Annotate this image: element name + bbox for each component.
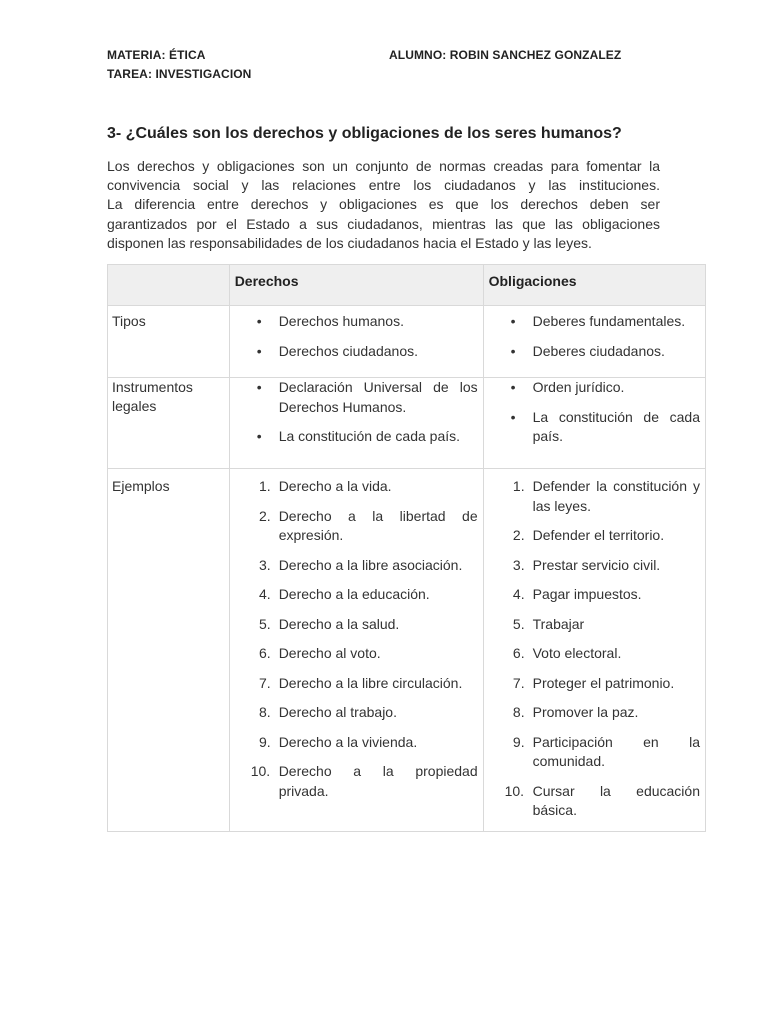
student-label: ALUMNO: ROBIN SANCHEZ GONZALEZ [389, 48, 622, 62]
list-text: Derecho a la libre circulación. [278, 674, 463, 691]
derechos-cell [229, 378, 483, 469]
list-item: • Derechos ciudadanos. [256, 342, 418, 359]
list-text: Trabajar [532, 615, 585, 632]
obligaciones-examples-list [484, 469, 705, 821]
derechos-cell [229, 306, 483, 378]
list-text: Defender el territorio. [532, 527, 665, 543]
list-text: Derecho al trabajo. [278, 704, 397, 720]
intro-paragraph [107, 157, 660, 253]
list-number: 6. [512, 645, 525, 661]
row-label: Ejemplos [112, 478, 170, 494]
list-item: • La constitución de cada país. [510, 408, 700, 444]
header-empty-cell [108, 265, 230, 306]
list-text: Prestar servicio civil. [532, 556, 661, 573]
list-item [230, 644, 483, 664]
list-text: Participación en la comunidad. [532, 733, 700, 769]
list-text: Cursar la educación básica. [532, 782, 700, 818]
list-item [230, 615, 483, 635]
table-row-instrumentos [108, 378, 706, 469]
list-item: • La constitución de cada país. [256, 428, 461, 444]
row-label: Tipos [112, 313, 146, 329]
list-text: Derecho a la propiedad privada. [278, 763, 478, 799]
list-text: Derecho a la educación. [278, 586, 430, 602]
list-item [484, 585, 705, 605]
list-number: 7. [259, 674, 271, 691]
list-text: Derecho al voto. [278, 645, 381, 661]
list-item [230, 585, 483, 605]
list-text: Defender la constitución y las leyes. [532, 478, 700, 514]
list-item [230, 762, 483, 801]
list-number: 8. [259, 704, 271, 720]
list-number: 4. [259, 586, 271, 602]
list-item [230, 507, 483, 546]
list-text: Derecho a la vida. [278, 478, 392, 494]
question-title: 3- ¿Cuáles son los derechos y obligaciones de los seres humanos? [107, 125, 622, 142]
list-item [484, 782, 705, 821]
list-item [230, 477, 483, 497]
list-number: 10. [504, 782, 525, 799]
list-number: 9. [512, 733, 525, 750]
row-label: Instrumentos legales [112, 379, 193, 414]
list-item [484, 477, 705, 516]
list-item: • Deberes fundamentales. [510, 313, 686, 329]
intro-line: disponen las responsabilidades de los ciudadanos hacia el Estado y las leyes. [107, 234, 592, 251]
list-text: Proteger el patrimonio. [532, 674, 675, 691]
list-number: 10. [250, 763, 271, 779]
list-number: 3. [512, 556, 525, 573]
list-number: 5. [512, 615, 525, 632]
table-header-row [108, 265, 706, 306]
list-number: 2. [512, 527, 525, 543]
list-item [484, 644, 705, 664]
subject-label: MATERIA: ÉTICA [107, 48, 206, 62]
header-obligaciones: Obligaciones [483, 265, 705, 306]
row-label-cell [108, 306, 230, 378]
list-item: • Orden jurídico. [510, 379, 625, 395]
row-label-cell [108, 469, 230, 832]
intro-line: La diferencia entre derechos y obligaciones es que los derechos deben ser [107, 196, 660, 213]
list-number: 9. [259, 733, 271, 750]
list-text: Derecho a la libertad de expresión. [278, 507, 478, 543]
list-text: Derecho a la libre asociación. [278, 556, 463, 573]
obligaciones-cell [483, 469, 705, 832]
list-item [230, 703, 483, 723]
list-text: Derecho a la salud. [278, 615, 400, 632]
list-item [484, 733, 705, 772]
list-number: 8. [512, 704, 525, 720]
list-item [230, 733, 483, 753]
list-text: Voto electoral. [532, 645, 622, 661]
list-number: 3. [259, 556, 271, 573]
list-item [484, 556, 705, 576]
rights-obligations-table [107, 264, 706, 832]
list-item [484, 526, 705, 546]
derechos-examples-list [230, 469, 483, 801]
list-number: 4. [512, 586, 525, 602]
list-text: Derecho a la vivienda. [278, 733, 418, 750]
task-label: TAREA: INVESTIGACION [107, 67, 252, 81]
list-number: 2. [259, 507, 271, 524]
intro-line: convivencia social y las relaciones entre los ciudadanos y las instituciones. [107, 177, 660, 194]
table-row-ejemplos [108, 469, 706, 832]
row-label-cell [108, 378, 230, 469]
table-row-tipos [108, 306, 706, 378]
list-item [484, 674, 705, 694]
list-item: • Derechos humanos. [256, 313, 404, 329]
intro-line: Los derechos y obligaciones son un conjunto de normas creadas para fomentar la [107, 158, 660, 174]
header-derechos: Derechos [229, 265, 483, 306]
intro-line: garantizados por el Estado a sus ciudadanos, mientras las que las obligaciones [107, 215, 660, 232]
list-number: 1. [512, 478, 525, 494]
list-text: Pagar impuestos. [532, 586, 642, 602]
list-item [230, 556, 483, 576]
obligaciones-cell [483, 306, 705, 378]
list-number: 1. [259, 478, 271, 494]
list-number: 7. [512, 674, 525, 691]
list-number: 5. [259, 615, 271, 632]
list-item [230, 674, 483, 694]
obligaciones-cell [483, 378, 705, 469]
list-item [484, 615, 705, 635]
list-number: 6. [259, 645, 271, 661]
list-text: Promover la paz. [532, 704, 639, 720]
list-item: • Declaración Universal de los Derechos Humanos. [256, 379, 478, 415]
list-item: • Deberes ciudadanos. [510, 342, 665, 359]
derechos-cell [229, 469, 483, 832]
list-item [484, 703, 705, 723]
